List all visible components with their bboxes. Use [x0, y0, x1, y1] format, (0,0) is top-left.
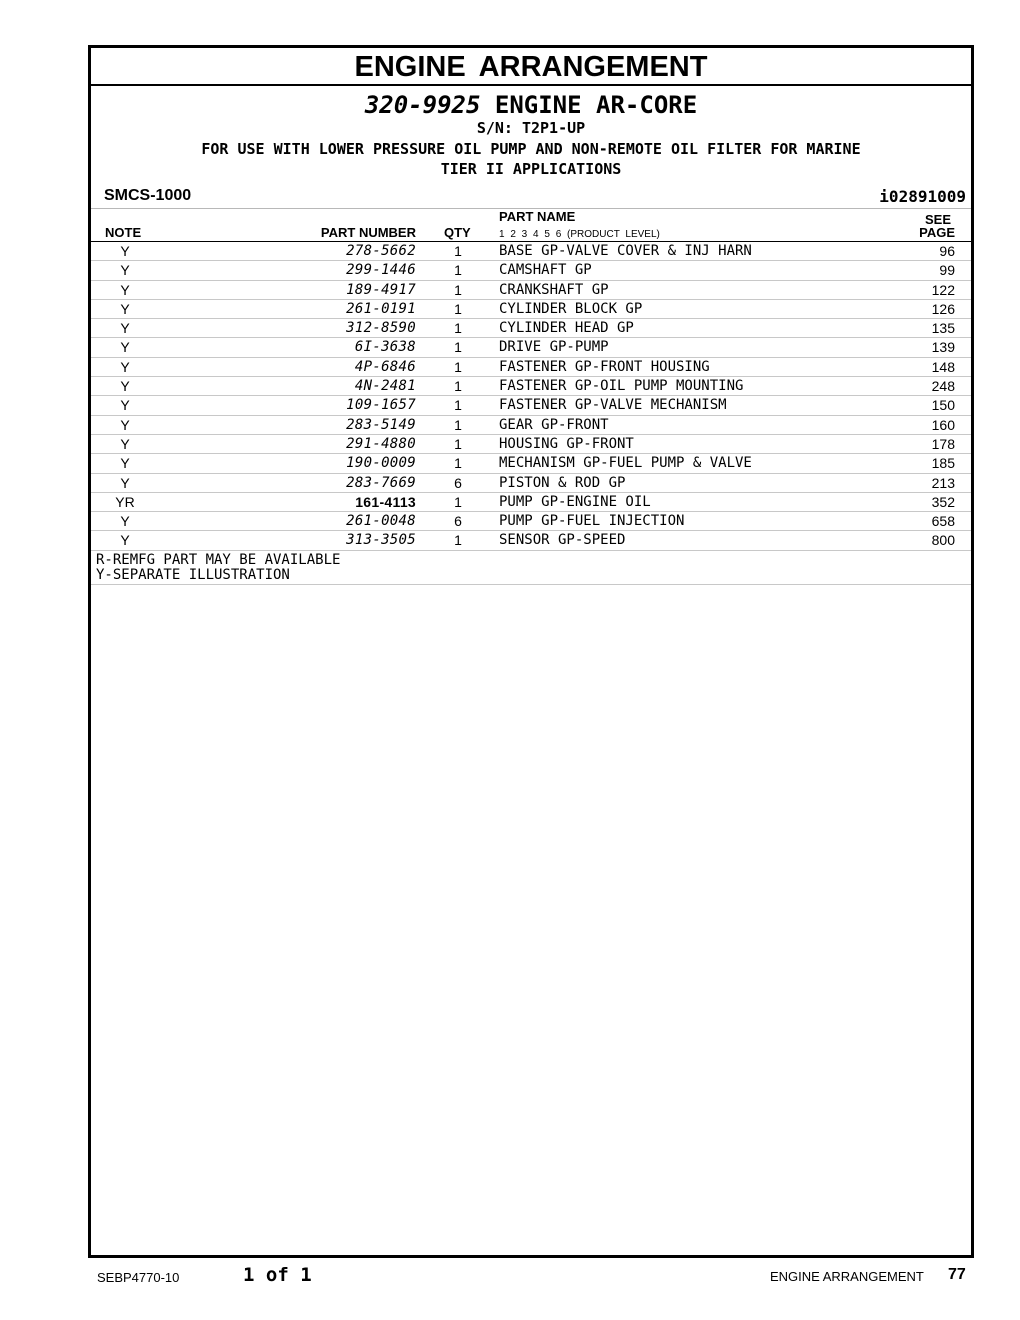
part-name-cell: CRANKSHAFT GP [499, 281, 609, 298]
note-cell: Y [120, 358, 130, 375]
part-number-cell: 291-4880 [346, 435, 416, 452]
table-row [91, 396, 971, 415]
col-part-name: PART NAME [499, 209, 576, 224]
qty-cell: 1 [454, 378, 462, 395]
page-cell: 148 [931, 358, 955, 375]
smcs-row [91, 182, 971, 209]
col-page: PAGE [919, 225, 955, 240]
note-cell: Y [120, 243, 130, 259]
qty-cell: 1 [454, 339, 462, 356]
page-cell: 185 [931, 455, 955, 472]
part-number-cell: 283-5149 [346, 416, 416, 433]
note-cell: Y [120, 397, 130, 414]
part-name-cell: FASTENER GP-VALVE MECHANISM [499, 397, 727, 414]
group-name: ENGINE AR-CORE [494, 91, 698, 119]
page-cell: 160 [931, 416, 955, 433]
note-cell: Y [120, 532, 130, 549]
table-row [91, 435, 971, 454]
page-cell: 352 [931, 493, 955, 510]
page-cell: 213 [931, 474, 955, 491]
page-cell: 126 [931, 300, 955, 317]
footer-page-number: 77 [948, 1266, 966, 1283]
table-row [91, 493, 971, 512]
col-note: NOTE [105, 225, 142, 240]
table-row [91, 242, 971, 261]
qty-cell: 1 [454, 397, 462, 414]
note-cell: Y [120, 435, 130, 452]
col-see: SEE [924, 212, 951, 227]
qty-cell: 1 [454, 243, 462, 259]
column-headers [91, 209, 971, 242]
section-title: ENGINE ARRANGEMENT [91, 48, 971, 86]
part-name-cell: HOUSING GP-FRONT [499, 435, 634, 452]
table-row [91, 358, 971, 377]
note-cell: Y [120, 281, 130, 298]
page-cell: 150 [931, 397, 955, 414]
page-footer [0, 1264, 1020, 1294]
table-row [91, 319, 971, 338]
footer-section: ENGINE ARRANGEMENT [770, 1269, 924, 1284]
table-row [91, 474, 971, 493]
part-name-cell: CYLINDER BLOCK GP [499, 300, 643, 317]
table-row [91, 281, 971, 300]
part-number-cell: 4P-6846 [354, 358, 416, 375]
table-row [91, 377, 971, 396]
table-row [91, 338, 971, 357]
group-part-number: 320-9925 [364, 91, 481, 119]
part-number-cell: 313-3505 [346, 532, 416, 549]
note-cell: Y [120, 474, 130, 491]
page-cell: 96 [939, 243, 955, 259]
part-number-cell: 4N-2481 [354, 378, 416, 395]
table-row [91, 531, 971, 550]
note-y: Y-SEPARATE ILLUSTRATION [96, 566, 290, 583]
qty-cell: 6 [454, 513, 462, 530]
note-cell: Y [120, 378, 130, 395]
table-row [91, 261, 971, 280]
page-cell: 99 [939, 262, 955, 279]
qty-cell: 1 [454, 262, 462, 279]
note-r: R-REMFG PART MAY BE AVAILABLE [96, 551, 341, 568]
part-number-cell: 261-0191 [346, 300, 416, 317]
note-cell: Y [120, 513, 130, 530]
note-cell: Y [120, 262, 130, 279]
qty-cell: 1 [454, 281, 462, 298]
part-number-cell: 161-4113 [355, 493, 416, 510]
part-number-cell: 283-7669 [346, 474, 416, 491]
part-number-cell: 190-0009 [346, 455, 416, 472]
table-row [91, 300, 971, 319]
qty-cell: 1 [454, 493, 462, 510]
page-cell: 248 [931, 378, 955, 395]
part-number-cell: 261-0048 [346, 513, 416, 530]
note-cell: YR [115, 493, 135, 510]
part-name-cell: MECHANISM GP-FUEL PUMP & VALVE [499, 455, 752, 472]
part-number-cell: 189-4917 [346, 281, 416, 298]
part-number-cell: 6I-3638 [354, 339, 416, 356]
part-number-cell: 109-1657 [346, 397, 416, 414]
page-cell: 139 [931, 339, 955, 356]
parts-table [91, 242, 971, 551]
part-name-cell: SENSOR GP-SPEED [499, 532, 626, 549]
footer-page-of: 1 of 1 [243, 1264, 312, 1286]
note-cell: Y [120, 339, 130, 356]
qty-cell: 1 [454, 416, 462, 433]
part-name-cell: FASTENER GP-FRONT HOUSING [499, 358, 710, 375]
part-number-cell: 278-5662 [346, 243, 416, 259]
table-row [91, 454, 971, 473]
qty-cell: 1 [454, 532, 462, 549]
description-line-2: TIER II APPLICATIONS [440, 160, 622, 178]
part-name-cell: BASE GP-VALVE COVER & INJ HARN [499, 243, 752, 259]
notes-legend [91, 551, 971, 585]
table-row [91, 416, 971, 435]
qty-cell: 1 [454, 358, 462, 375]
part-name-cell: PUMP GP-FUEL INJECTION [499, 513, 685, 530]
qty-cell: 6 [454, 474, 462, 491]
footer-doc-number: SEBP4770-10 [97, 1270, 180, 1285]
serial-number: S/N: T2P1-UP [476, 119, 586, 137]
page-cell: 658 [931, 513, 955, 530]
page-cell: 800 [931, 532, 955, 549]
col-part-number: PART NUMBER [320, 225, 416, 240]
note-cell: Y [120, 416, 130, 433]
part-name-cell: CYLINDER HEAD GP [499, 320, 634, 337]
page-cell: 178 [931, 435, 955, 452]
note-cell: Y [120, 300, 130, 317]
part-name-cell: PISTON & ROD GP [499, 474, 626, 491]
note-cell: Y [120, 455, 130, 472]
group-title [91, 91, 971, 119]
part-name-cell: DRIVE GP-PUMP [499, 339, 609, 356]
qty-cell: 1 [454, 455, 462, 472]
part-name-cell: FASTENER GP-OIL PUMP MOUNTING [499, 378, 744, 395]
smcs-code: SMCS-1000 [104, 187, 192, 204]
part-name-cell: GEAR GP-FRONT [499, 416, 609, 433]
note-cell: Y [120, 320, 130, 337]
qty-cell: 1 [454, 320, 462, 337]
part-name-cell: PUMP GP-ENGINE OIL [499, 493, 651, 510]
col-qty: QTY [444, 225, 471, 240]
page-frame [88, 45, 974, 1258]
part-number-cell: 299-1446 [346, 262, 416, 279]
page-cell: 135 [931, 320, 955, 337]
part-name-cell: CAMSHAFT GP [499, 262, 592, 279]
page-cell: 122 [931, 281, 955, 298]
col-product-level: 1 2 3 4 5 6 (PRODUCT LEVEL) [499, 229, 660, 240]
group-header [91, 91, 971, 179]
qty-cell: 1 [454, 435, 462, 452]
table-row [91, 512, 971, 531]
part-number-cell: 312-8590 [346, 320, 416, 337]
description-line-1: FOR USE WITH LOWER PRESSURE OIL PUMP AND NON-REMOTE OIL FILTER FOR MARINE [201, 140, 861, 158]
illustration-id: i02891009 [879, 187, 966, 206]
qty-cell: 1 [454, 300, 462, 317]
